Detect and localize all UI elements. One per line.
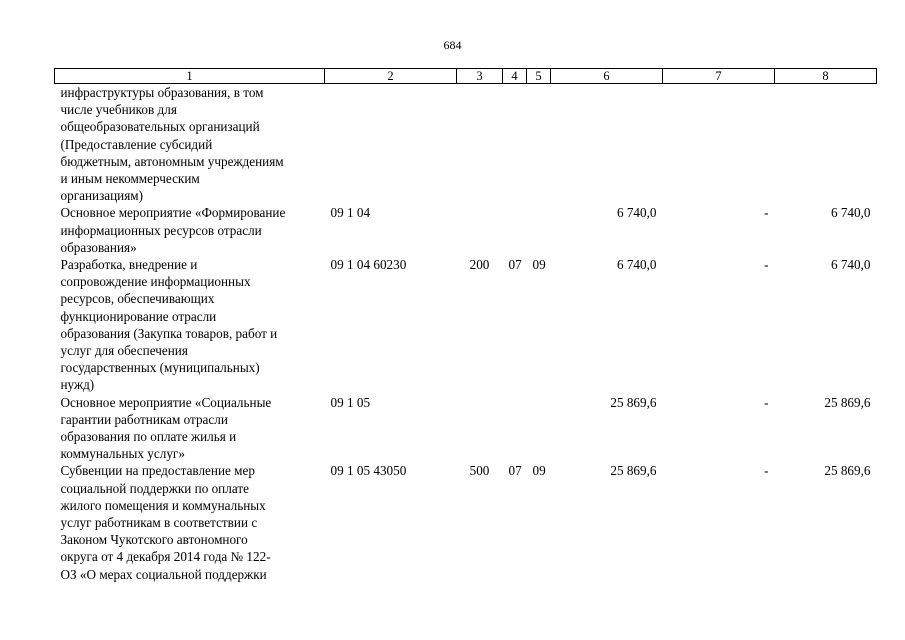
change-cell: - xyxy=(764,205,769,221)
section-cell xyxy=(503,204,527,256)
row-name-line: образования по оплате жилья и xyxy=(60,429,237,445)
row-name-line: Основное мероприятие «Формирование xyxy=(60,205,286,221)
row-name-line: Разработка, внедрение и xyxy=(60,257,198,273)
row-name-line: функционирование отрасли xyxy=(60,308,217,324)
row-name-line: Субвенции на предоставление мер xyxy=(60,463,255,479)
row-name-line: гарантии работникам отрасли xyxy=(60,411,228,427)
target-article-code-cell: 09 1 04 xyxy=(330,205,371,221)
table-row xyxy=(55,462,877,582)
row-name-line: образования (Закупка товаров, работ и xyxy=(60,325,278,341)
section-cell: 07 xyxy=(508,463,522,479)
amount-cell xyxy=(551,84,663,205)
table-row xyxy=(55,256,877,394)
row-name-cell xyxy=(55,462,325,582)
row-name-line: информационных ресурсов отрасли xyxy=(60,222,262,238)
subsection-cell: 09 xyxy=(532,463,546,479)
row-name-cell xyxy=(55,84,325,205)
subsection-cell xyxy=(527,84,551,205)
target-article-code-cell: 09 1 04 60230 xyxy=(330,257,407,273)
row-name-line: услуг работникам в соответствии с xyxy=(60,515,258,531)
row-name-line: инфраструктуры образования, в том xyxy=(60,85,264,100)
subsection-cell xyxy=(527,394,551,463)
page-number: 684 xyxy=(443,38,462,52)
section-cell xyxy=(503,394,527,463)
column-header-8: 8 xyxy=(775,69,877,84)
row-name-line: ресурсов, обеспечивающих xyxy=(60,291,215,307)
total-amount-cell: 6 740,0 xyxy=(830,257,871,273)
amount-cell: 6 740,0 xyxy=(616,205,657,221)
target-article-code-cell: 09 1 05 43050 xyxy=(330,463,407,479)
column-header-3: 3 xyxy=(457,69,503,84)
row-name-line: общеобразовательных организаций xyxy=(60,119,260,135)
budget-table xyxy=(54,68,877,583)
column-header-7: 7 xyxy=(663,69,775,84)
target-article-code-cell: 09 1 05 xyxy=(330,394,371,410)
column-header-1: 1 xyxy=(55,69,325,84)
row-name-cell xyxy=(55,256,325,394)
total-amount-cell xyxy=(775,84,877,205)
row-name-line: числе учебников для xyxy=(60,102,177,118)
row-name-line: Основное мероприятие «Социальные xyxy=(60,394,272,410)
expense-type-cell: 200 xyxy=(469,257,490,273)
row-name-line: государственных (муниципальных) xyxy=(60,360,260,376)
row-name-line: округа от 4 декабря 2014 года № 122- xyxy=(60,549,271,565)
amount-cell: 25 869,6 xyxy=(610,394,657,410)
row-name-line: коммунальных услуг» xyxy=(60,446,185,462)
row-name-line: организациям) xyxy=(60,188,144,204)
expense-type-cell xyxy=(457,84,503,205)
column-header-4: 4 xyxy=(503,69,527,84)
table-row xyxy=(55,394,877,463)
subsection-cell xyxy=(527,204,551,256)
row-name-line: бюджетным, автономным учреждениям xyxy=(60,153,284,169)
target-article-code-cell xyxy=(325,84,457,205)
column-header-5: 5 xyxy=(527,69,551,84)
change-cell: - xyxy=(764,257,769,273)
expense-type-cell xyxy=(457,204,503,256)
row-name-line: (Предоставление субсидий xyxy=(60,136,213,152)
change-cell: - xyxy=(764,394,769,410)
expense-type-cell: 500 xyxy=(469,463,490,479)
row-name-line: нужд) xyxy=(60,377,95,393)
amount-cell: 25 869,6 xyxy=(610,463,657,479)
row-name-line: сопровождение информационных xyxy=(60,274,251,290)
table-header-row xyxy=(55,69,877,84)
row-name-line: жилого помещения и коммунальных xyxy=(60,497,266,513)
table-row xyxy=(55,84,877,205)
change-cell: - xyxy=(764,463,769,479)
total-amount-cell: 6 740,0 xyxy=(830,205,871,221)
row-name-line: социальной поддержки по оплате xyxy=(60,480,249,496)
change-cell xyxy=(663,84,775,205)
section-cell xyxy=(503,84,527,205)
total-amount-cell: 25 869,6 xyxy=(824,463,871,479)
section-cell: 07 xyxy=(508,257,522,273)
expense-type-cell xyxy=(457,394,503,463)
table-row xyxy=(55,204,877,256)
row-name-line: и иным некоммерческим xyxy=(60,171,200,187)
row-name-cell xyxy=(55,394,325,463)
amount-cell: 6 740,0 xyxy=(616,257,657,273)
column-header-2: 2 xyxy=(325,69,457,84)
row-name-line: ОЗ «О мерах социальной поддержки xyxy=(60,566,267,582)
column-header-6: 6 xyxy=(551,69,663,84)
row-name-line: услуг для обеспечения xyxy=(60,343,188,359)
table-body xyxy=(55,84,877,583)
subsection-cell: 09 xyxy=(532,257,546,273)
row-name-line: Законом Чукотского автономного xyxy=(60,532,248,548)
row-name-line: образования» xyxy=(60,239,137,255)
total-amount-cell: 25 869,6 xyxy=(824,394,871,410)
row-name-cell xyxy=(55,204,325,256)
